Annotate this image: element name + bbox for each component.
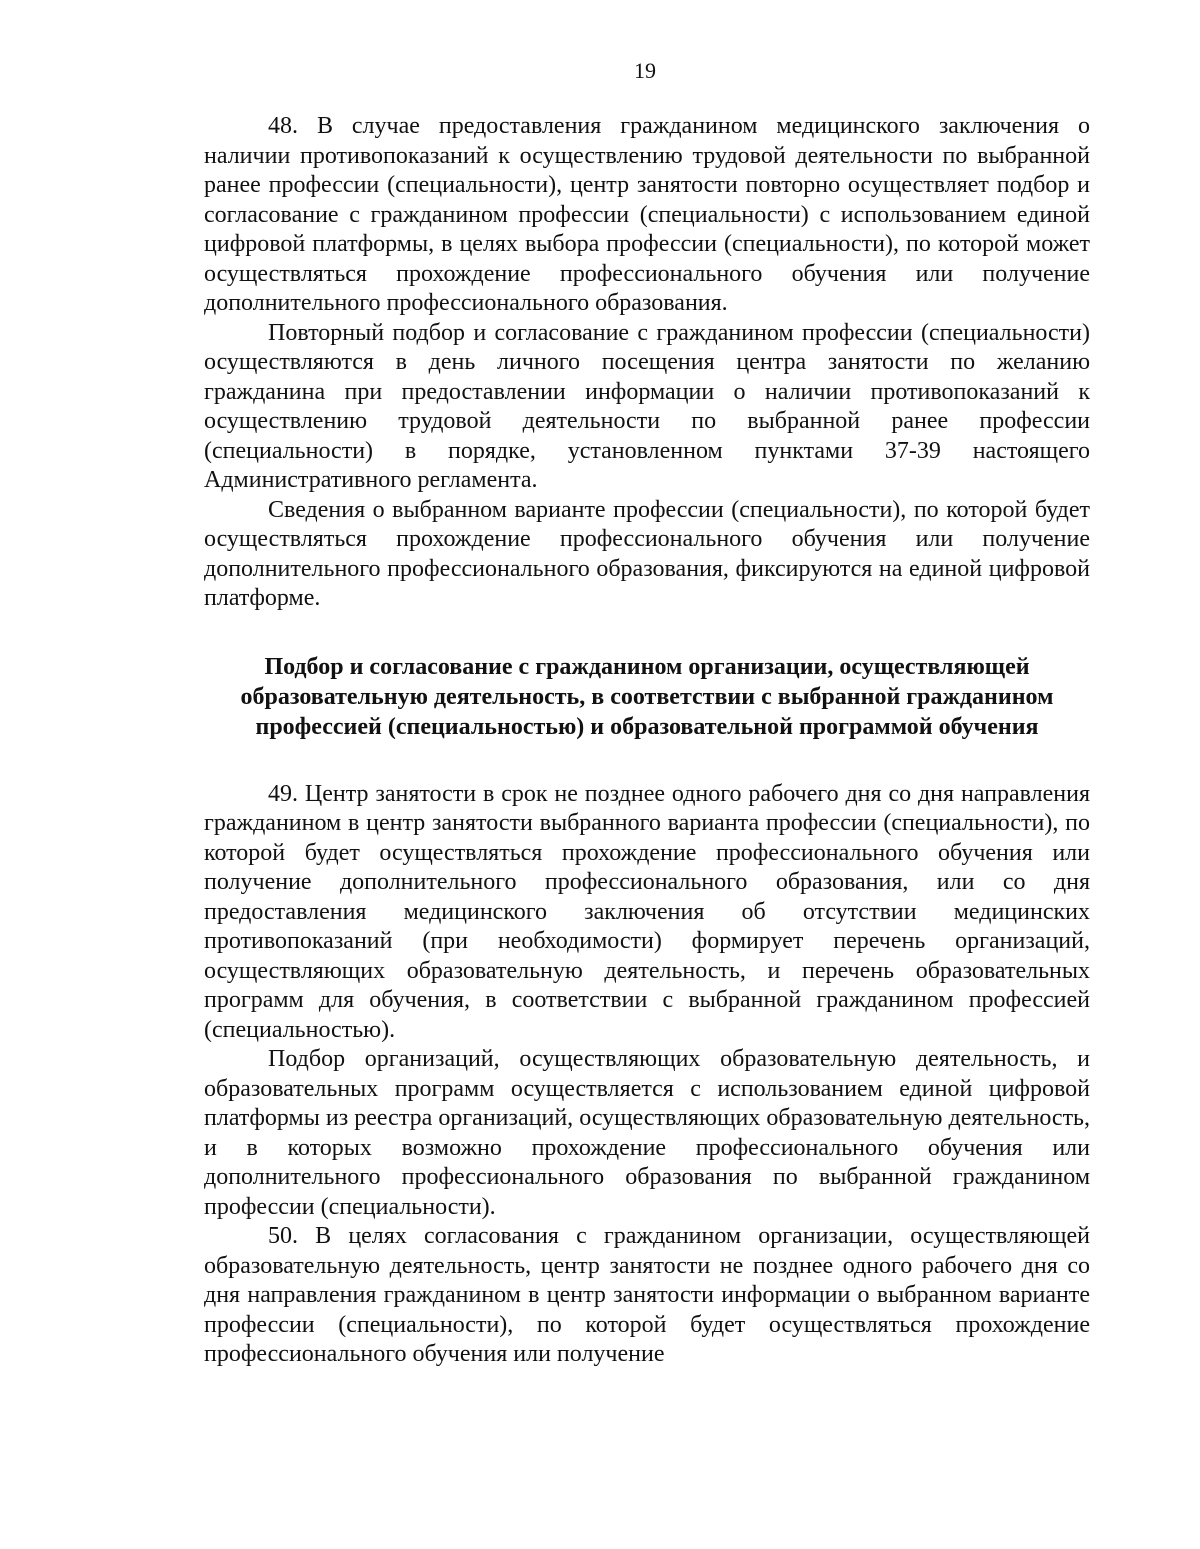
paragraph-48: 48. В случае предоставления гражданином медицинского заключения о наличии противопоказаний к осуществлению трудовой деятельности по выбранной ранее профессии (специальности), центр занятости повторно осуществляет подбор и согласование с гражданином профессии (специальности) с использованием единой цифровой платформы, в целях выбора профессии (специальности), по которой может осуществляться прохождение профессионального обучения или получение дополнительного профессионального образования. (204, 113, 1090, 316)
paragraph-organization-selection: Подбор организаций, осуществляющих образовательную деятельность, и образовательных программ осуществляется с использованием единой цифровой платформы из реестра организаций, осуществляющих образовательную деятельность, и в которых возможно прохождение профессионального обучения или дополнительного профессионального образования по выбранной гражданином профессии (специальности). (204, 1046, 1090, 1220)
paragraph-50: 50. В целях согласования с гражданином организации, осуществляющей образовательную деятельность, центр занятости не позднее одного рабочего дня со дня направления гражданином в центр занятости информации о выбранном варианте профессии (специальности), по которой будет осуществляться прохождение профессионального обучения или получение (204, 1223, 1090, 1367)
section-heading: Подбор и согласование с гражданином организации, осуществляющей образовательную деятельность, в соответствии с выбранной гражданином профессией (специальностью) и образовательной программой обучения (240, 653, 1054, 740)
paragraph-selection-record: Сведения о выбранном варианте профессии (специальности), по которой будет осуществляться прохождение профессионального обучения или получение дополнительного профессионального образования, фиксируются на единой цифровой платформе. (204, 496, 1090, 611)
page-number: 19 (634, 58, 656, 83)
paragraph-49: 49. Центр занятости в срок не позднее одного рабочего дня со дня направления гражданином в центр занятости выбранного варианта профессии (специальности), по которой будет осуществляться прохождение профессионального обучения или получение дополнительного профессионального образования, или со дня предоставления медицинского заключения об отсутствии медицинских противопоказаний (при необходимости) формирует перечень организаций, осуществляющих образовательную деятельность, и перечень образовательных программ для обучения, в соответствии с выбранной гражданином профессией (специальностью). (204, 780, 1090, 1043)
document-body (204, 112, 1090, 1370)
paragraph-repeat-selection: Повторный подбор и согласование с гражданином профессии (специальности) осуществляются в день личного посещения центра занятости по желанию гражданина при предоставлении информации о наличии противопоказаний к осуществлению трудовой деятельности по выбранной ранее профессии (специальности) в порядке, установленном пунктами 37-39 настоящего Административного регламента. (204, 319, 1090, 493)
